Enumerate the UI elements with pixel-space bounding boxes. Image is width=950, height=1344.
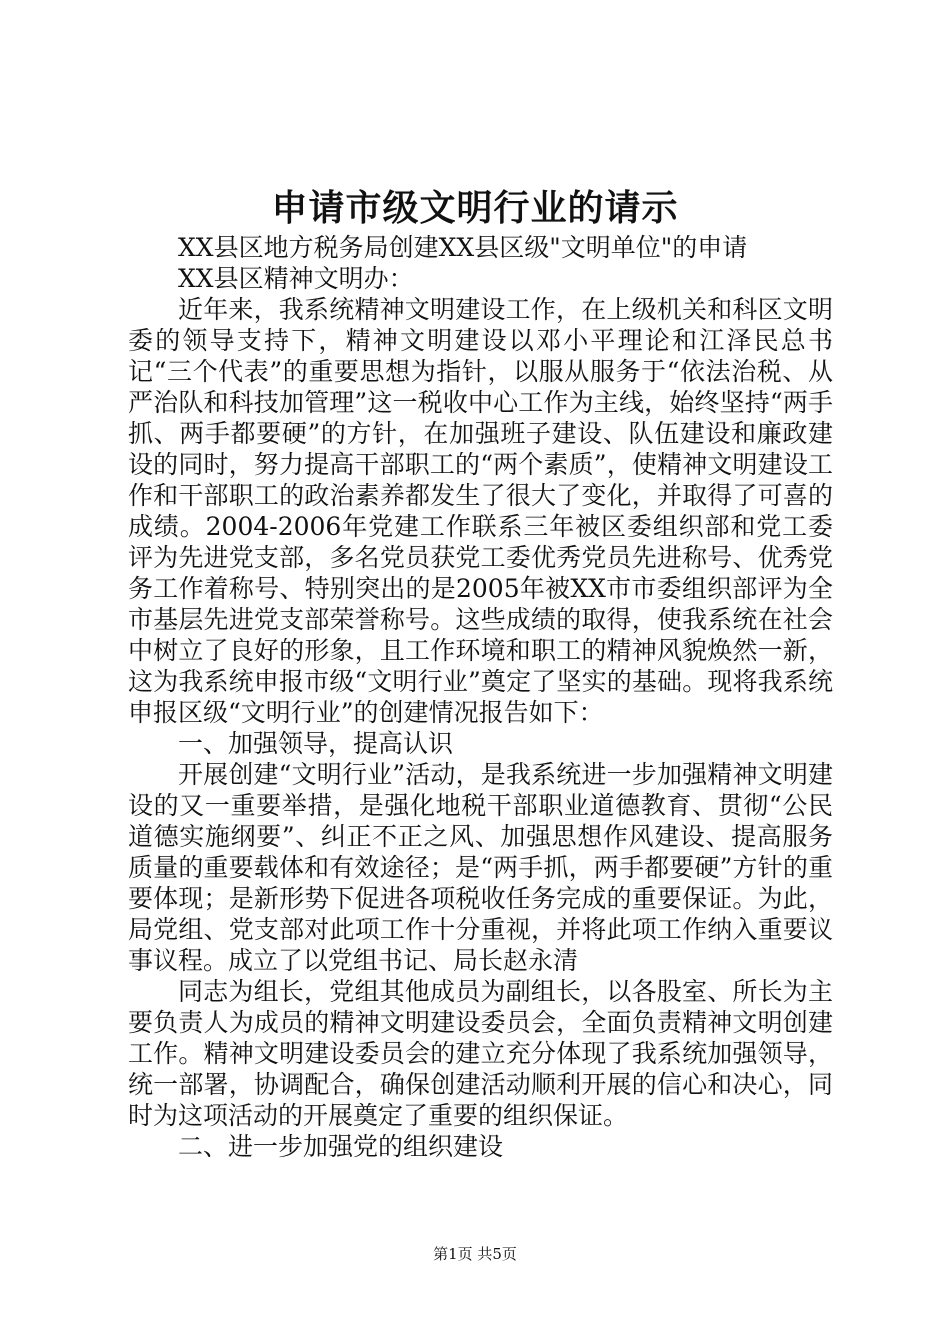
paragraph-section-one: 开展创建“文明行业”活动，是我系统进一步加强精神文明建设的又一重要举措，是强化地税干部职业道德教育、贯彻“公民道德实施纲要”、纠正不正之风、加强思想作风建设、提高服务质量的重要载体和有效途径；是“两手抓，两手都要硬”方针的重要体现；是新形势下促进各项税收任务完成的重要保证。为此，局党组、党支部对此项工作十分重视，并将此项工作纳入重要议事议程。成立了以党组书记、局长赵永清 xyxy=(128,760,833,975)
page-footer: 第1页 共5页 xyxy=(433,1245,517,1263)
section-heading-two: 二、进一步加强党的组织建设 xyxy=(178,1132,504,1161)
paragraph-section-one-continued: 同志为组长，党组其他成员为副组长，以各股室、所长为主要负责人为成员的精神文明建设委员会，全面负责精神文明创建工作。精神文明建设委员会的建立充分体现了我系统加强领导，统一部署，协调配合，确保创建活动顺利开展的信心和决心，同时为这项活动的开展奠定了重要的组织保证。 xyxy=(128,977,833,1130)
document-title: 申请市级文明行业的请示 xyxy=(271,187,679,229)
paragraph-recipient: XX县区精神文明办： xyxy=(178,264,414,293)
document-body xyxy=(128,232,833,1162)
paragraph-introduction: 近年来，我系统精神文明建设工作，在上级机关和科区文明委的领导支持下，精神文明建设以邓小平理论和江泽民总书记“三个代表”的重要思想为指针，以服从服务于“依法治税、从严治队和科技加管理”这一税收中心工作为主线，始终坚持“两手抓、两手都要硬”的方针，在加强班子建设、队伍建设和廉政建设的同时，努力提高干部职工的“两个素质”，使精神文明建设工作和干部职工的政治素养都发生了很大了变化，并取得了可喜的成绩。2004-2006年党建工作联系三年被区委组织部和党工委评为先进党支部，多名党员获党工委优秀党员先进称号、优秀党务工作着称号、特别突出的是2005年被XX市市委组织部评为全市基层先进党支部荣誉称号。这些成绩的取得，使我系统在社会中树立了良好的形象，且工作环境和职工的精神风貌焕然一新，这为我系统申报市级“文明行业”奠定了坚实的基础。现将我系统申报区级“文明行业”的创建情况报告如下： xyxy=(128,295,833,727)
section-heading-one: 一、加强领导，提高认识 xyxy=(178,729,454,758)
paragraph-application-heading: XX县区地方税务局创建XX县区级"文明单位"的申请 xyxy=(178,233,748,262)
